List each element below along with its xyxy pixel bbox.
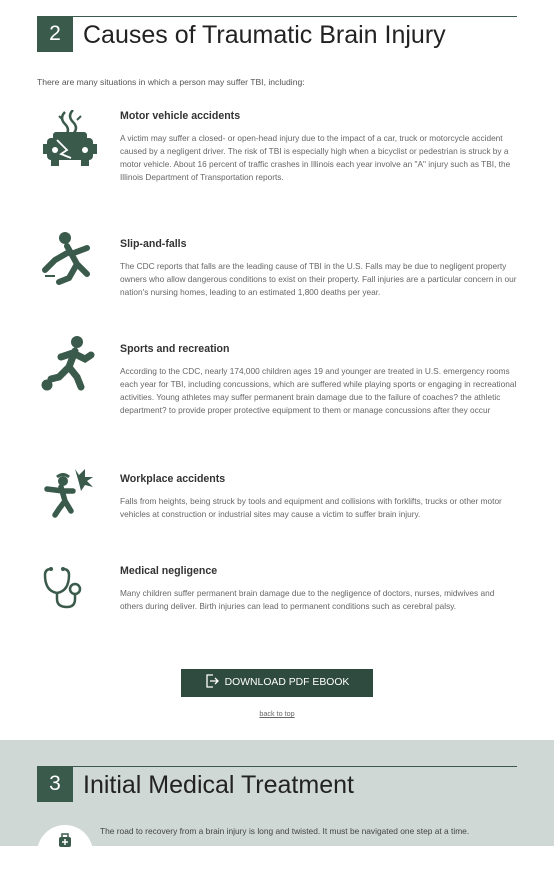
falling-person-icon (41, 238, 99, 304)
download-icon (205, 674, 219, 688)
stethoscope-icon (41, 565, 99, 631)
back-to-top-link[interactable]: back to top (259, 709, 295, 718)
cause-text: The CDC reports that falls are the leading cause of TBI in the U.S. Falls may be due to negligent property owners who allow dangerous conditions to exist on their property. Fall injuries are a particular concern in our nation's nursing homes, leading to an estimated 1,800 deaths per year. (120, 261, 517, 297)
cause-title: Workplace accidents (120, 473, 226, 485)
section-rule (37, 16, 517, 17)
section-rule (37, 766, 517, 767)
download-pdf-button[interactable] (181, 669, 373, 697)
cause-text: According to the CDC, nearly 174,000 children ages 19 and younger are treated in U.S. emergency rooms each year for TBI, including concussions, which are suffered while playing sports or engaging in recreational activities. Young athletes may suffer permanent brain damage due to the failure of coaches? the athletic department? to provide proper protective equipment to them or manage concussions after they occur (120, 366, 517, 415)
cause-title: Medical negligence (120, 565, 218, 577)
section-title: Causes of Traumatic Brain Injury (83, 21, 446, 49)
car-crash-icon (41, 110, 99, 176)
worker-struck-icon (41, 473, 99, 539)
cause-title: Sports and recreation (120, 343, 230, 355)
section-3-band (0, 740, 554, 846)
cause-text: Falls from heights, being struck by tools and equipment and collisions with forklifts, trucks or other motor vehicles at construction or industrial sites may cause a victim to suffer brain injury. (120, 496, 502, 519)
section-number: 2 (37, 16, 73, 52)
section-intro: There are many situations in which a person may suffer TBI, including: (37, 77, 305, 87)
cause-title: Slip-and-falls (120, 238, 187, 250)
download-label: DOWNLOAD PDF EBOOK (224, 677, 350, 688)
cause-title: Motor vehicle accidents (120, 110, 241, 122)
section-title: Initial Medical Treatment (83, 771, 354, 799)
section-header (37, 16, 517, 52)
soccer-player-icon (41, 343, 99, 409)
section-header (37, 766, 517, 802)
medical-kit-icon (37, 825, 93, 881)
cause-text: Many children suffer permanent brain damage due to the negligence of doctors, nurses, midwives and others during deliver. Birth injuries can lead to permanent conditions such as cerebral palsy. (120, 588, 495, 611)
cause-text: A victim may suffer a closed- or open-head injury due to the impact of a car, truck or motorcycle accident caused by a negligent driver. The risk of TBI is especially high when a bicyclist or pedestrian is struck by a motor vehicle. About 16 percent of traffic crashes in Illinois each year involve an "A" injury such as TBI, the Illinois Department of Transportation reports. (120, 133, 511, 182)
section-number: 3 (37, 766, 73, 802)
section-intro: The road to recovery from a brain injury is long and twisted. It must be navigated one step at a time. (100, 826, 470, 836)
